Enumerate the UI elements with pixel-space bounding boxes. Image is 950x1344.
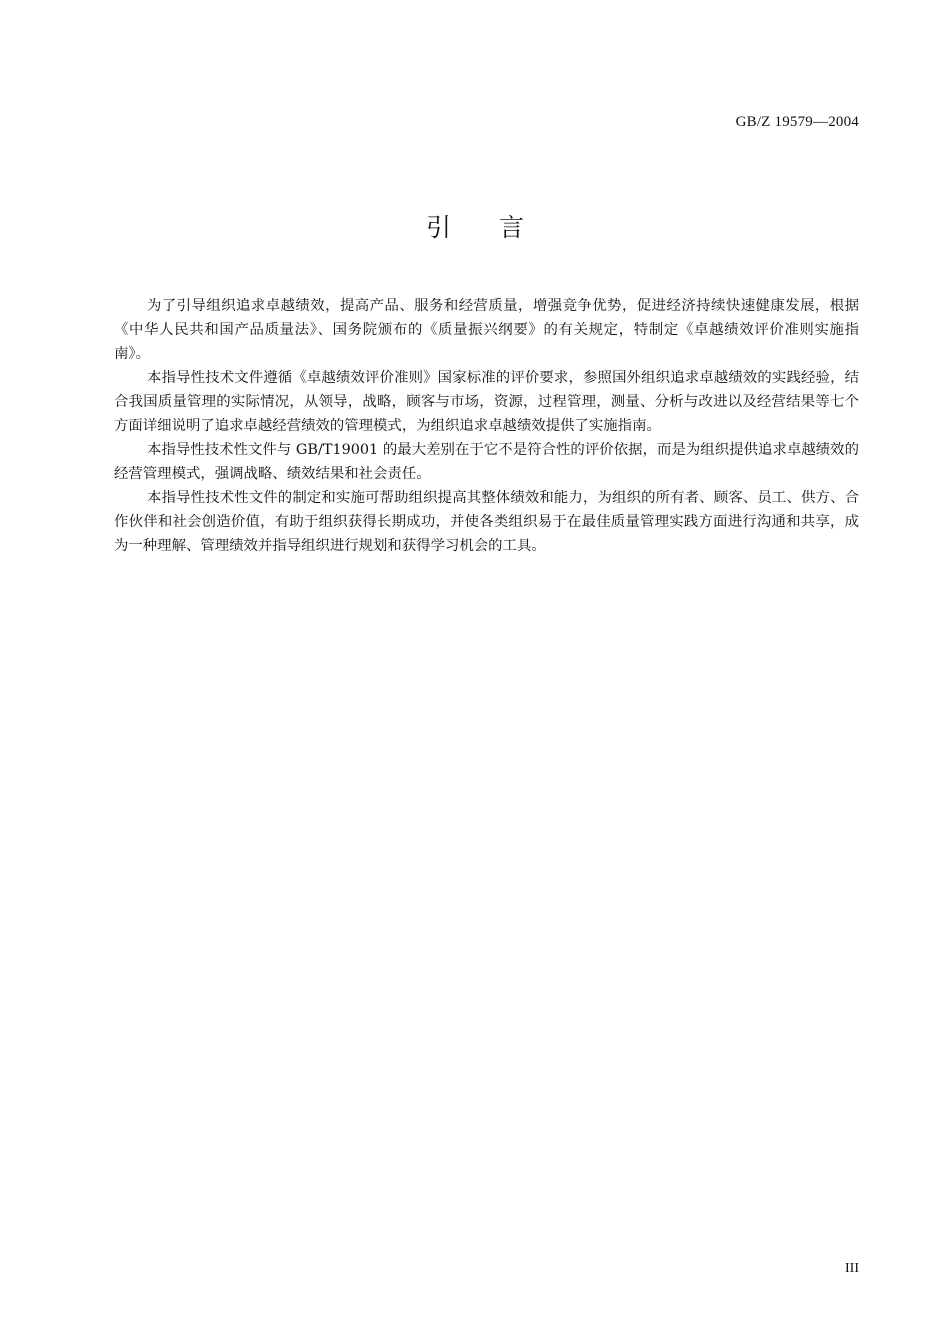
paragraph: 为了引导组织追求卓越绩效，提高产品、服务和经营质量，增强竞争优势，促进经济持续快速健康发展，根据《中华人民共和国产品质量法》、国务院颁布的《质量振兴纲要》的有关规定，特制定《卓越绩效评价准则实施指南》。 xyxy=(114,298,859,362)
standard-code: GB/Z 19579—2004 xyxy=(735,114,859,130)
page-title: 引言 xyxy=(425,213,572,242)
paragraph: 本指导性技术性文件与 GB/T19001 的最大差别在于它不是符合性的评价依据，而是为组织提供追求卓越绩效的经营管理模式，强调战略、绩效结果和社会责任。 xyxy=(114,442,859,482)
paragraph: 本指导性技术文件遵循《卓越绩效评价准则》国家标准的评价要求，参照国外组织追求卓越绩效的实践经验，结合我国质量管理的实际情况，从领导，战略，顾客与市场，资源，过程管理，测量、分析与改进以及经营结果等七个方面详细说明了追求卓越经营绩效的管理模式，为组织追求卓越绩效提供了实施指南。 xyxy=(114,370,859,434)
paragraph: 本指导性技术性文件的制定和实施可帮助组织提高其整体绩效和能力，为组织的所有者、顾客、员工、供方、合作伙伴和社会创造价值，有助于组织获得长期成功，并使各类组织易于在最佳质量管理实践方面进行沟通和共享，成为一种理解、管理绩效并指导组织进行规划和获得学习机会的工具。 xyxy=(114,490,859,554)
introduction-body xyxy=(114,294,859,558)
page-number: III xyxy=(845,1261,859,1276)
